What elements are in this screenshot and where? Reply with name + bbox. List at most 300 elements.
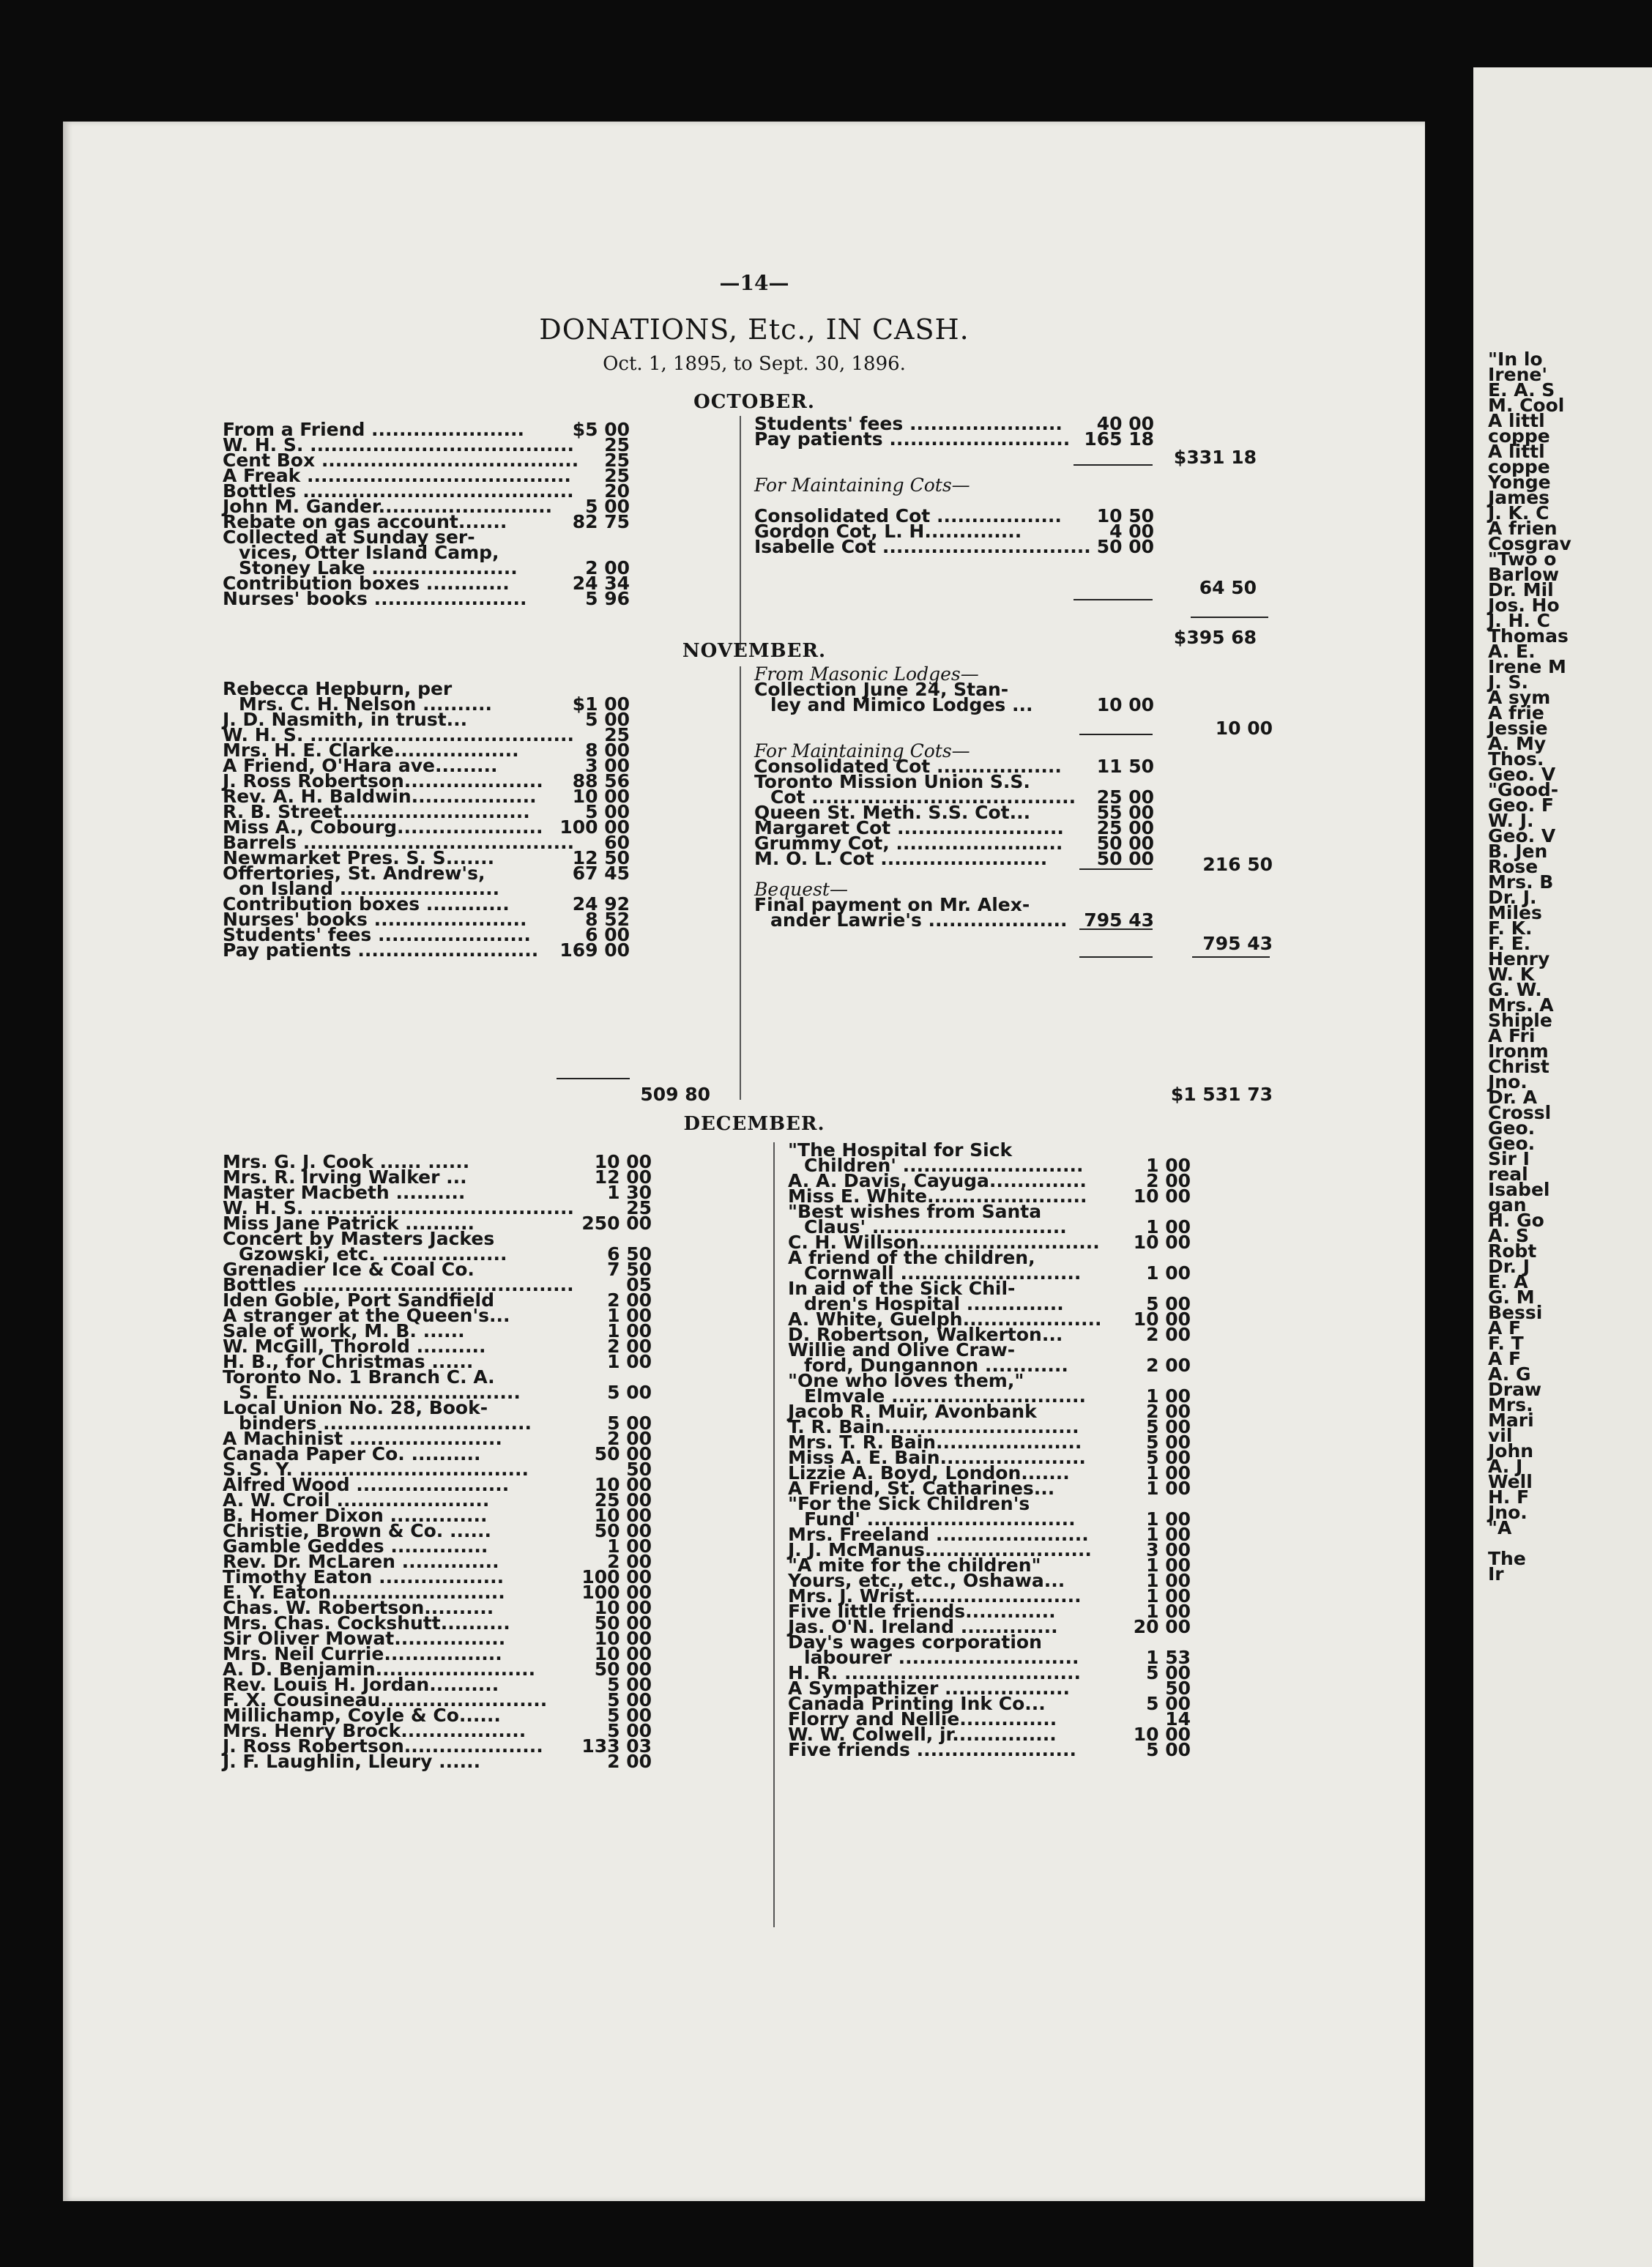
facing-page-line: H. Go [1488, 1210, 1544, 1231]
entry-amount: 25 00 [1096, 786, 1154, 808]
facing-page-line: A. G [1488, 1363, 1531, 1385]
entry-amount: 88 56 [572, 770, 630, 792]
november-subtotal-2: 216 50 [1202, 854, 1273, 875]
facing-page-line: A. My [1488, 733, 1547, 754]
entry-amount: 10 00 [1133, 1185, 1191, 1207]
entry-amount: 1 00 [1146, 1585, 1191, 1607]
entry-amount: 10 00 [1096, 694, 1154, 715]
page-subtitle: Oct. 1, 1895, to Sept. 30, 1896. [603, 353, 906, 375]
facing-page-line: Ir [1488, 1563, 1504, 1585]
entry-label [754, 712, 1063, 728]
rule [1192, 956, 1270, 958]
entry-label: Alfred Wood ...................... [223, 1474, 510, 1495]
entry-amount: 1 00 [1146, 1555, 1191, 1576]
entry-amount [539, 529, 633, 545]
entry-label: Cot ...................................... [770, 786, 1076, 808]
facing-page-line: "A [1488, 1517, 1512, 1538]
entry-label: Children' .......................... [804, 1155, 1084, 1176]
entry-label: Mrs. C. H. Nelson .......... [239, 693, 492, 715]
facing-page-fragments [1473, 349, 1652, 1585]
entry-label: Queen St. Meth. S.S. Cot... [754, 802, 1031, 823]
facing-page-line: Crossl [1488, 1102, 1552, 1123]
entry-amount: 5 00 [1146, 1739, 1191, 1760]
entry-label: Mrs. J. Wrist........................ [788, 1585, 1082, 1607]
entry-amount: 250 00 [581, 1213, 652, 1234]
facing-page-line: J. S. [1488, 671, 1529, 693]
page-gutter [1425, 67, 1473, 2267]
entry-row [754, 712, 1157, 728]
facing-page-line: Sir I [1488, 1148, 1530, 1169]
entry-amount: 24 34 [572, 573, 630, 594]
facing-page-line: Geo. [1488, 1133, 1536, 1154]
entry-label: Mrs. Freeland ...................... [788, 1524, 1089, 1545]
entry-label: Mrs. Henry Brock.................. [223, 1720, 527, 1741]
entry-label: Yours, etc., etc., Oshawa... [788, 1570, 1065, 1591]
facing-page-line: Barlow [1488, 564, 1560, 585]
entry-amount: 2 00 [585, 557, 630, 578]
entry-label: Stoney Lake ..................... [239, 557, 518, 578]
entry-label: H. B., for Christmas ...... [223, 1351, 474, 1372]
entry-label: Lizzie A. Boyd, London....... [788, 1462, 1070, 1484]
entry-amount: 6 00 [585, 924, 630, 945]
entry-amount: 14 [1165, 1708, 1191, 1730]
entry-label: Final payment on Mr. Alex- [754, 894, 1030, 915]
entry-label: Rebate on gas account....... [223, 511, 507, 532]
entry-amount: 24 92 [572, 893, 630, 915]
entry-amount: 5 00 [607, 1674, 652, 1695]
page-title: DONATIONS, Etc., IN CASH. [539, 313, 970, 346]
facing-page-line: J. K. C [1488, 502, 1549, 524]
entry-amount: 50 00 [594, 1443, 652, 1464]
entry-amount: 5 00 [607, 1382, 652, 1403]
entry-label: Cent Box ..................................... [223, 450, 579, 471]
facing-page-line: E. A [1488, 1271, 1528, 1292]
entry-amount: 20 [604, 480, 630, 502]
facing-page-line: Jos. Ho [1488, 595, 1560, 616]
entry-amount: 795 43 [1084, 909, 1154, 931]
facing-page-line: Dr. A [1488, 1087, 1538, 1108]
entry-label: H. R. .................................. [788, 1662, 1081, 1683]
entry-amount: 165 18 [1084, 428, 1154, 450]
entry-amount: 2 00 [607, 1751, 652, 1772]
entry-label: Mrs. Chas. Cockshutt.......... [223, 1612, 510, 1634]
entry-label [754, 447, 1063, 462]
entry-label: Nurses' books ...................... [223, 588, 527, 609]
facing-page-line: Shiple [1488, 1010, 1552, 1031]
facing-page-line: Draw [1488, 1379, 1542, 1400]
entry-label: A. White, Guelph.................... [788, 1309, 1102, 1330]
entry-label: Millichamp, Coyle & Co...... [223, 1705, 501, 1726]
entry-row [754, 447, 1157, 462]
entry-label: R. B. Street........................... [223, 801, 530, 822]
entry-label: S. E. ................................. [239, 1382, 521, 1403]
facing-page-line: Isabel [1488, 1179, 1550, 1200]
facing-page-line: Jno. [1488, 1071, 1528, 1092]
facing-page-line: Ironm [1488, 1041, 1549, 1062]
facing-page-line: G. W. [1488, 979, 1542, 1000]
entry-row [754, 848, 1157, 869]
facing-page-line: Henry [1488, 948, 1550, 969]
entry-amount: 25 [604, 465, 630, 486]
entry-amount: 67 45 [572, 863, 630, 884]
entry-label: Mrs. H. E. Clarke.................. [223, 740, 519, 761]
entry-label: Collected at Sunday ser- [223, 526, 475, 548]
facing-page-line: Miles [1488, 902, 1542, 923]
entry-label: "For the Sick Children's [788, 1493, 1030, 1514]
facing-page-line: E. A. S [1488, 379, 1555, 401]
december-right-column [788, 1139, 1194, 1760]
entry-label: Collection June 24, Stan- [754, 679, 1009, 700]
entry-amount: 1 00 [1146, 1601, 1191, 1622]
entry-amount: 25 [604, 434, 630, 455]
entry-amount: 1 00 [607, 1535, 652, 1557]
entry-amount: 10 00 [594, 1151, 652, 1172]
facing-page-line: Thomas [1488, 625, 1569, 647]
rule [557, 1078, 630, 1079]
entry-label: Five friends ....................... [788, 1739, 1077, 1760]
entry-amount: 5 96 [585, 588, 630, 609]
entry-label: J. J. McManus........................ [788, 1539, 1092, 1560]
entry-label: Gzowski, etc. .................. [239, 1243, 507, 1265]
facing-page-line: A. J [1488, 1456, 1523, 1477]
entry-row [754, 536, 1157, 557]
entry-amount: 5 00 [1146, 1693, 1191, 1714]
entry-label: Consolidated Cot .................. [754, 756, 1062, 777]
entry-amount: 82 75 [572, 511, 630, 532]
entry-label: Canada Paper Co. .......... [223, 1443, 481, 1464]
entry-amount: 10 00 [594, 1474, 652, 1495]
entry-amount: 100 00 [581, 1582, 652, 1603]
entry-amount: 10 00 [594, 1643, 652, 1664]
entry-label: A Sympathizer .................. [788, 1678, 1070, 1699]
entry-label: Rev. A. H. Baldwin.................. [223, 786, 537, 807]
entry-amount: 6 50 [607, 1243, 652, 1265]
entry-label: vices, Otter Island Camp, [239, 542, 499, 563]
entry-label: Gordon Cot, L. H.............. [754, 521, 1022, 542]
november-left-total: 509 80 [640, 1084, 710, 1105]
entry-label: Students' fees ...................... [754, 413, 1063, 434]
entry-label: ford, Dungannon ............ [804, 1355, 1068, 1376]
entry-label: Consolidated Cot .................. [754, 505, 1062, 526]
entry-label: A. A. Davis, Cayuga.............. [788, 1170, 1087, 1191]
entry-row [754, 474, 1157, 496]
facing-page-line: Dr. J [1488, 1256, 1530, 1277]
entry-amount: 1 53 [1146, 1647, 1191, 1668]
entry-label: Miss A. E. Bain..................... [788, 1447, 1086, 1468]
entry-label: Rev. Dr. McLaren .............. [223, 1551, 499, 1572]
facing-page-line: A. S [1488, 1225, 1530, 1246]
entry-label: Bottles ....................................... [223, 480, 574, 502]
entry-label: Chas. W. Robertson.......... [223, 1597, 494, 1618]
entry-label: "The Hospital for Sick [788, 1139, 1013, 1161]
rule [1079, 868, 1153, 870]
entry-amount: 5 00 [1146, 1447, 1191, 1468]
facing-page-line: "In lo [1488, 349, 1543, 370]
facing-page-line: Irene' [1488, 364, 1547, 385]
entry-label: A Friend, O'Hara ave......... [223, 755, 498, 776]
facing-page-line: B. Jen [1488, 841, 1548, 862]
entry-label: "Best wishes from Santa [788, 1201, 1042, 1222]
entry-amount: 1 00 [1146, 1462, 1191, 1484]
entry-amount: 2 00 [1146, 1324, 1191, 1345]
rule [1079, 928, 1153, 930]
entry-label: J. F. Laughlin, Lleury ...... [223, 1751, 481, 1772]
facing-page-line: A frie [1488, 702, 1544, 723]
entry-amount: 1 00 [1146, 1216, 1191, 1237]
entry-amount: 12 50 [572, 847, 630, 868]
facing-page-line: W. J. [1488, 810, 1534, 831]
entry-label: Timothy Eaton .................. [223, 1566, 505, 1587]
november-subtotal-1: 10 00 [1215, 718, 1273, 739]
entry-amount: 25 [604, 724, 630, 745]
entry-label: A friend of the children, [788, 1247, 1035, 1268]
rule [1079, 734, 1153, 735]
entry-label: Rev. Louis H. Jordan.......... [223, 1674, 499, 1695]
entry-amount: 1 00 [1146, 1155, 1191, 1176]
entry-amount: 8 00 [585, 740, 630, 761]
october-total: $395 68 [1173, 627, 1257, 648]
entry-amount: 1 30 [607, 1182, 652, 1203]
entry-label: Miss A., Cobourg..................... [223, 816, 543, 838]
entry-label: Pay patients .......................... [223, 939, 539, 961]
facing-page-line: vil [1488, 1425, 1513, 1446]
entry-label: Christie, Brown & Co. ...... [223, 1520, 491, 1541]
entry-amount: 4 00 [1109, 521, 1154, 542]
month-heading-october: OCTOBER. [693, 391, 815, 413]
entry-amount: $5 00 [572, 419, 630, 440]
entry-label: Grummy Cot, ........................ [754, 833, 1063, 854]
entry-label: J. Ross Robertson.................... [223, 1735, 543, 1757]
entry-amount: 5 00 [585, 496, 630, 517]
entry-row [754, 694, 1157, 715]
entry-amount: 1 00 [1146, 1524, 1191, 1545]
entry-amount: 2 00 [1146, 1401, 1191, 1422]
facing-page-line: James [1488, 487, 1550, 508]
entry-label: D. Robertson, Walkerton... [788, 1324, 1063, 1345]
entry-label: J. Ross Robertson.................... [223, 770, 543, 792]
entry-amount: 05 [626, 1274, 652, 1295]
facing-page-line: coppe [1488, 456, 1550, 477]
entry-amount: 1 00 [607, 1351, 652, 1372]
entry-amount: 50 00 [594, 1612, 652, 1634]
entry-amount: 10 00 [572, 786, 630, 807]
entry-label: Concert by Masters Jackes [223, 1228, 495, 1249]
entry-amount: 2 00 [1146, 1170, 1191, 1191]
facing-page-line: Mrs. [1488, 1394, 1533, 1415]
rule [1079, 956, 1153, 958]
facing-page-line: Geo. F [1488, 794, 1554, 816]
rule [1191, 617, 1268, 618]
facing-page-line: Geo. [1488, 1117, 1536, 1139]
entry-label: Offertories, St. Andrew's, [223, 863, 485, 884]
facing-page-line: Mrs. B [1488, 871, 1554, 893]
entry-label: Local Union No. 28, Book- [223, 1397, 488, 1418]
entry-label: Students' fees ...................... [223, 924, 531, 945]
facing-page-line: H. F [1488, 1486, 1530, 1508]
facing-page [1473, 67, 1652, 2267]
entry-label: E. Y. Eaton......................... [223, 1582, 505, 1603]
entry-label: Elmvale ............................ [804, 1385, 1087, 1407]
november-total: $1 531 73 [1170, 1084, 1273, 1105]
entry-label: "A mite for the children" [788, 1555, 1041, 1576]
facing-page-line: Irene M [1488, 656, 1566, 677]
entry-amount: 1 00 [1146, 1508, 1191, 1530]
facing-page-line: The [1488, 1548, 1526, 1569]
entry-label: Toronto No. 1 Branch C. A. [223, 1366, 495, 1388]
entry-label: Fund' .............................. [804, 1508, 1076, 1530]
entry-amount: 50 00 [1096, 848, 1154, 869]
facing-page-line: "Good- [1488, 779, 1559, 800]
entry-label: Day's wages corporation [788, 1631, 1042, 1653]
entry-amount: 5 00 [1146, 1432, 1191, 1453]
facing-page-line: coppe [1488, 425, 1550, 447]
entry-amount: 5 00 [607, 1412, 652, 1434]
entry-amount: 5 00 [607, 1720, 652, 1741]
entry-label: ley and Mimico Lodges ... [770, 694, 1033, 715]
entry-amount: 133 03 [581, 1735, 652, 1757]
entry-label: A. D. Benjamin....................... [223, 1659, 536, 1680]
facing-page-line: Cosgrav [1488, 533, 1571, 554]
october-left-column [223, 419, 633, 609]
facing-page-line: G. M [1488, 1287, 1535, 1308]
entry-label: S. S. Y. ................................. [223, 1459, 529, 1480]
facing-page-line: gan [1488, 1194, 1527, 1216]
entry-amount: 5 00 [607, 1705, 652, 1726]
entry-amount: 2 00 [607, 1289, 652, 1311]
entry-label: Five little friends............. [788, 1601, 1056, 1622]
facing-page-line: A F [1488, 1317, 1522, 1339]
entry-label: Canada Printing Ink Co... [788, 1693, 1046, 1714]
entry-label: In aid of the Sick Chil- [788, 1278, 1016, 1299]
entry-amount: 10 50 [1096, 505, 1154, 526]
november-left-column [223, 678, 633, 961]
entry-label: J. D. Nasmith, in trust... [223, 709, 468, 730]
entry-label: Mrs. T. R. Bain..................... [788, 1432, 1082, 1453]
entry-row [223, 1751, 655, 1772]
entry-label: Toronto Mission Union S.S. [754, 771, 1030, 792]
entry-amount: 100 00 [581, 1566, 652, 1587]
entry-row [223, 939, 633, 961]
entry-label: Iden Goble, Port Sandfield [223, 1289, 494, 1311]
entry-label: Jas. O'N. Ireland .............. [788, 1616, 1058, 1637]
entry-label: Margaret Cot ........................ [754, 817, 1064, 838]
entry-amount: 169 00 [559, 939, 630, 961]
entry-label: Mrs. Neil Currie................. [223, 1643, 502, 1664]
entry-amount: 10 00 [594, 1597, 652, 1618]
entry-label: Jacob R. Muir, Avonbank [788, 1401, 1037, 1422]
entry-amount: 60 [604, 832, 630, 853]
facing-page-line: Robt [1488, 1240, 1537, 1262]
entry-label: Gamble Geddes .............. [223, 1535, 488, 1557]
entry-label: binders .............................. [239, 1412, 532, 1434]
entry-label: Cornwall .......................... [804, 1262, 1082, 1284]
entry-amount: 20 00 [1133, 1616, 1191, 1637]
entry-row [754, 428, 1157, 450]
facing-page-line: Jno. [1488, 1502, 1528, 1523]
entry-label: Grenadier Ice & Coal Co. [223, 1259, 475, 1280]
entry-label: A Friend, St. Catharines... [788, 1478, 1055, 1499]
entry-label: Bottles ....................................... [223, 1274, 574, 1295]
entry-amount: 50 00 [594, 1520, 652, 1541]
entry-label: Isabelle Cot .............................. [754, 536, 1091, 557]
entry-amount: 25 00 [594, 1489, 652, 1511]
entry-amount: 100 00 [559, 816, 630, 838]
entry-label: ander Lawrie's .................... [770, 909, 1068, 931]
entry-label: on Island ....................... [239, 878, 500, 899]
entry-label: Willie and Olive Craw- [788, 1339, 1016, 1360]
entry-amount: 1 00 [1146, 1570, 1191, 1591]
entry-label: Bequest— [754, 879, 848, 900]
entry-label: Contribution boxes ............ [223, 893, 510, 915]
entry-amount: 10 00 [1133, 1309, 1191, 1330]
entry-label: Mrs. G. J. Cook ...... ...... [223, 1151, 470, 1172]
entry-amount: 25 [604, 450, 630, 471]
facing-page-line: A. E. [1488, 641, 1536, 662]
entry-amount: 2 00 [607, 1428, 652, 1449]
entry-amount [1063, 712, 1157, 728]
entry-label: From a Friend ...................... [223, 419, 524, 440]
entry-amount: 2 00 [607, 1336, 652, 1357]
entry-label: W. H. S. ...................................... [223, 434, 574, 455]
facing-page-line: John [1488, 1440, 1534, 1462]
entry-label: From Masonic Lodges— [754, 663, 979, 685]
entry-amount [1063, 447, 1157, 462]
facing-page-line: A F [1488, 1348, 1522, 1369]
entry-label: Rebecca Hepburn, per [223, 678, 453, 699]
facing-page-line: F. T [1488, 1333, 1524, 1354]
entry-amount: 25 [626, 1197, 652, 1218]
entry-label: Miss Jane Patrick .......... [223, 1213, 475, 1234]
november-subtotal-3: 795 43 [1202, 933, 1273, 954]
entry-label: Nurses' books ...................... [223, 909, 527, 930]
facing-page-line: Jessie [1488, 718, 1548, 739]
facing-page-line: Geo. V [1488, 764, 1556, 785]
entry-label: A. W. Croil ...................... [223, 1489, 490, 1511]
entry-label: Sale of work, M. B. ...... [223, 1320, 465, 1341]
facing-page-line: "Two o [1488, 548, 1557, 570]
rule [1074, 599, 1153, 600]
entry-label: Barrels ....................................... [223, 832, 575, 853]
entry-label: C. H. Willson.......................... [788, 1232, 1100, 1253]
entry-label: W. H. S. ...................................... [223, 1197, 574, 1218]
facing-page-line: real [1488, 1164, 1528, 1185]
facing-page-line: Mrs. A [1488, 994, 1554, 1016]
entry-label: Sir Oliver Mowat................ [223, 1628, 506, 1649]
entry-amount: 10 00 [1133, 1232, 1191, 1253]
entry-amount: 11 50 [1096, 756, 1154, 777]
entry-label: Claus' ............................ [804, 1216, 1067, 1237]
entry-label: Florry and Nellie.............. [788, 1708, 1057, 1730]
entry-amount: 50 00 [1096, 536, 1154, 557]
entry-amount: 1 00 [607, 1305, 652, 1326]
facing-page-line: A sym [1488, 687, 1551, 708]
entry-label: M. O. L. Cot ........................ [754, 848, 1048, 869]
entry-amount: 1 00 [607, 1320, 652, 1341]
month-heading-december: DECEMBER. [683, 1113, 825, 1135]
facing-page-line: A littl [1488, 441, 1545, 462]
month-heading-november: NOVEMBER. [682, 640, 827, 662]
entry-label: Master Macbeth .......... [223, 1182, 466, 1203]
entry-label: F. X. Cousineau........................ [223, 1689, 548, 1711]
entry-label: A Machinist ...................... [223, 1428, 502, 1449]
column-divider [773, 1142, 775, 1927]
entry-label: John M. Gander......................... [223, 496, 553, 517]
entry-amount: 5 00 [607, 1689, 652, 1711]
entry-amount: 5 00 [1146, 1662, 1191, 1683]
entry-amount: 50 [626, 1459, 652, 1480]
facing-page-line: Bessi [1488, 1302, 1543, 1323]
facing-page-line: F. E. [1488, 933, 1531, 954]
